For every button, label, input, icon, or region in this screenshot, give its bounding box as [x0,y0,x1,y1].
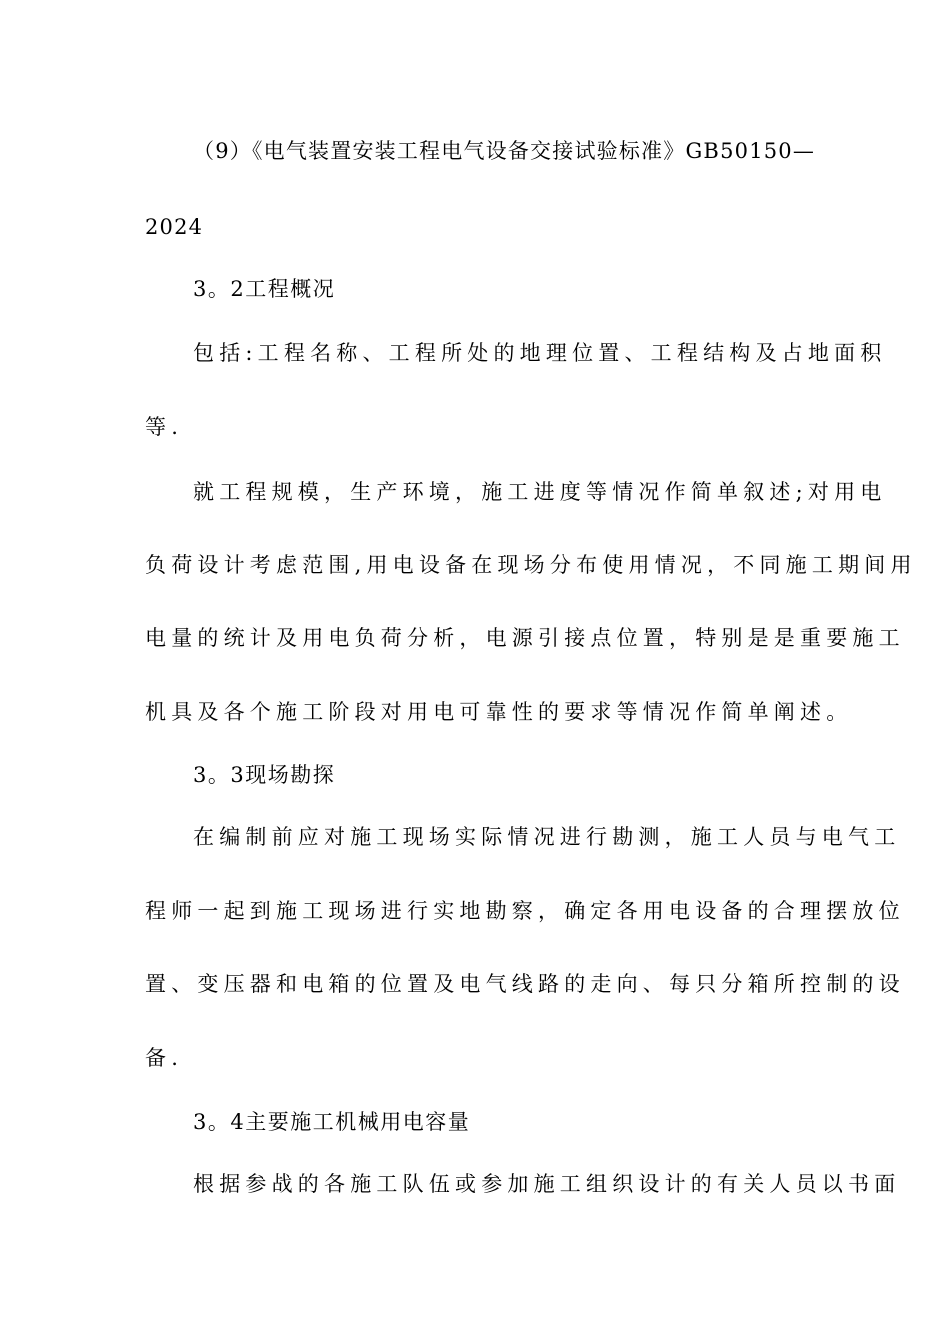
reference-item-9-line-2: 2024 [145,215,204,239]
paragraph-line: 机具及各个施工阶段对用电可靠性的要求等情况作简单阐述。 [145,700,853,724]
paragraph-line: 电量的统计及用电负荷分析，电源引接点位置，特别是是重要施工 [145,626,905,650]
paragraph-line: 就工程规模，生产环境，施工进度等情况作简单叙述;对用电 [193,480,887,504]
paragraph-line: 根据参战的各施工队伍或参加施工组织设计的有关人员以书面 [193,1172,901,1196]
paragraph-line: 负荷设计考虑范围,用电设备在现场分布使用情况，不同施工期间用 [145,553,917,577]
paragraph-line: 程师一起到施工现场进行实地勘察，确定各用电设备的合理摆放位 [145,899,905,923]
paragraph-line: 备. [145,1046,184,1070]
section-heading-3-4: 3。4主要施工机械用电容量 [193,1110,471,1134]
paragraph-line: 置、变压器和电箱的位置及电气线路的走向、每只分箱所控制的设 [145,972,905,996]
section-heading-3-2: 3。2工程概况 [193,277,336,301]
paragraph-line: 在编制前应对施工现场实际情况进行勘测，施工人员与电气工 [193,825,901,849]
paragraph-line: 包括:工程名称、工程所处的地理位置、工程结构及占地面积 [193,341,887,365]
reference-item-9-line-1: （9）《电气装置安装工程电气设备交接试验标准》GB50150— [193,139,816,163]
section-heading-3-3: 3。3现场勘探 [193,763,336,787]
paragraph-line: 等. [145,415,184,439]
